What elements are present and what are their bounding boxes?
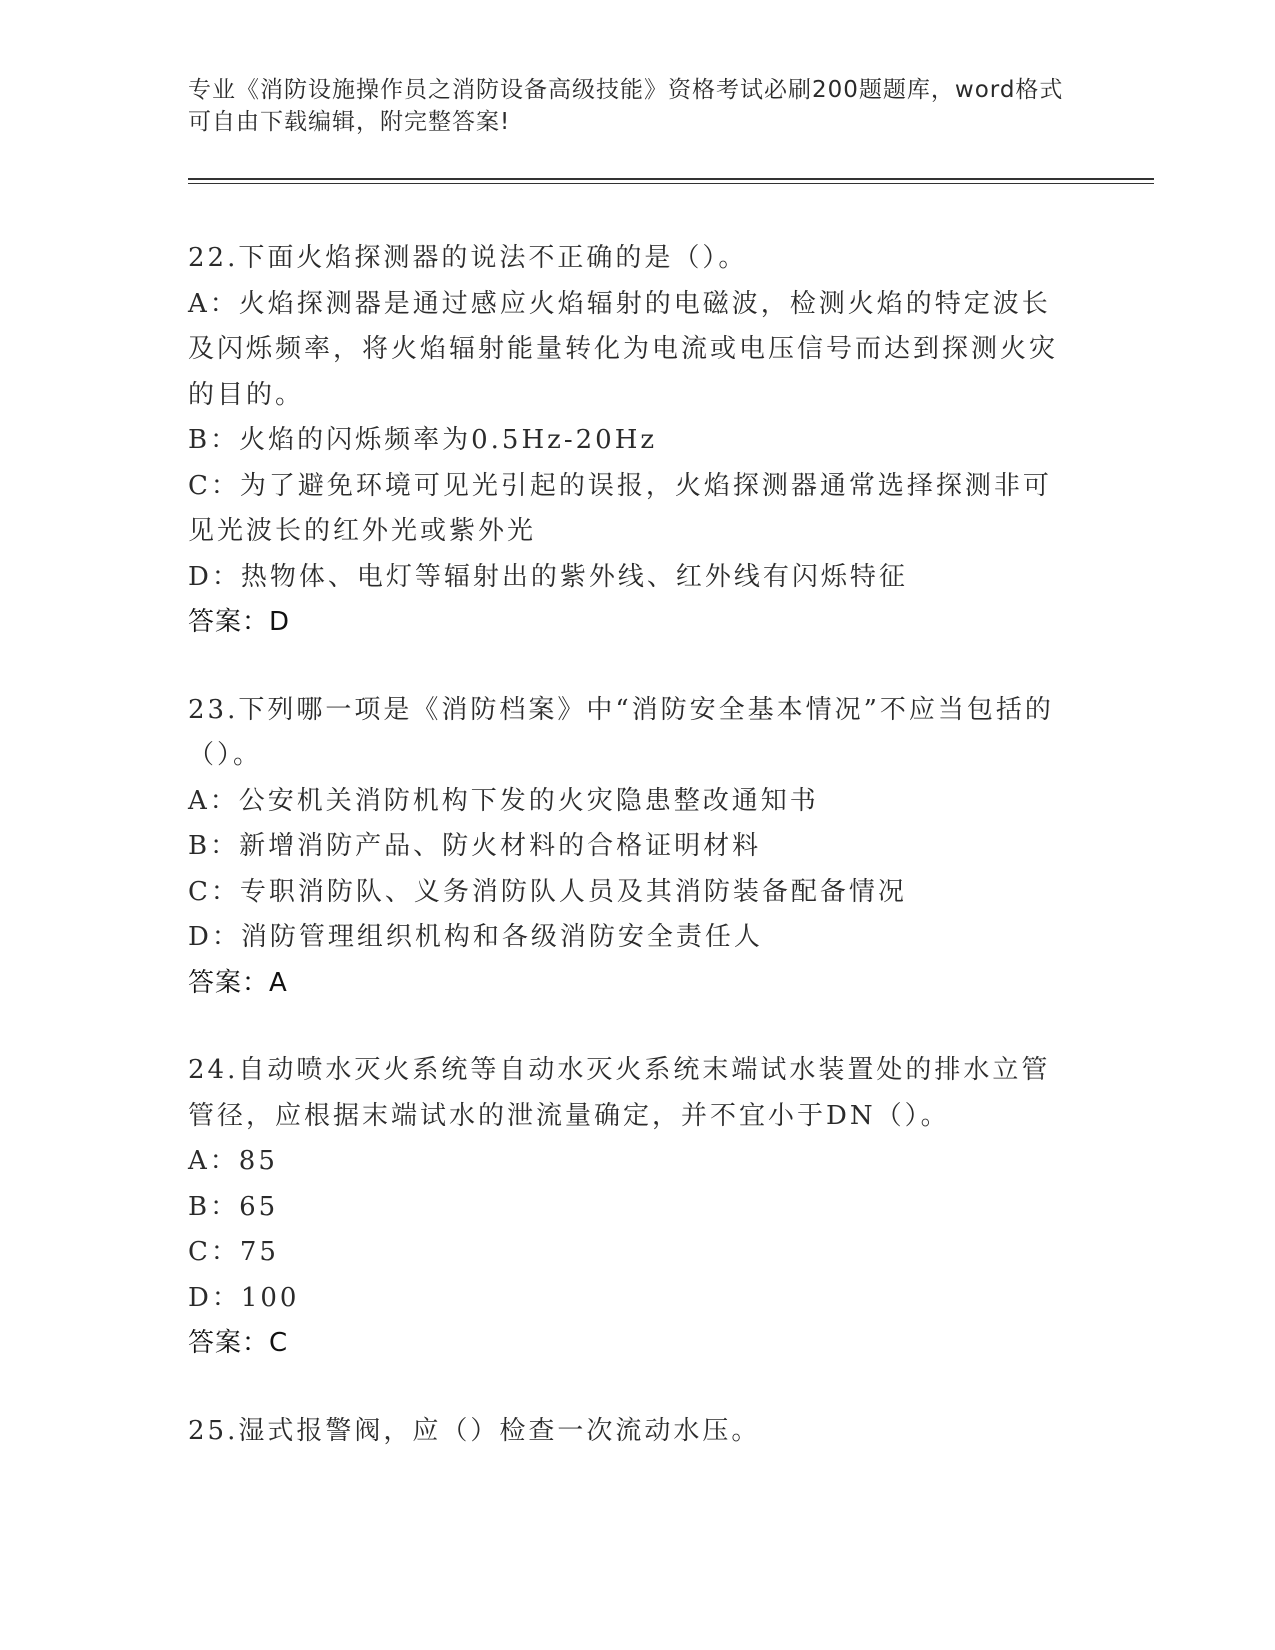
option-c: C：为了避免环境可见光引起的误报，火焰探测器通常选择探测非可见光波长的红外光或紫外光 <box>188 470 1052 546</box>
option-d: D：热物体、电灯等辐射出的紫外线、红外线有闪烁特征 <box>188 561 908 592</box>
question-22 <box>188 236 1078 646</box>
answer-line: 答案：C <box>188 1328 289 1358</box>
option-c: C：75 <box>188 1237 279 1267</box>
question-list <box>188 236 1078 1496</box>
option-b: B：65 <box>188 1191 279 1222</box>
header-rule-thin <box>188 183 1154 184</box>
question-stem: 23.下列哪一项是《消防档案》中“消防安全基本情况”不应当包括的（）。 <box>188 694 1054 770</box>
question-24 <box>188 1048 1078 1367</box>
question-stem: 25.湿式报警阀，应（）检查一次流动水压。 <box>188 1415 761 1446</box>
question-23 <box>188 688 1078 1007</box>
option-b: B：火焰的闪烁频率为0.5Hz-20Hz <box>188 425 658 455</box>
header-rule-thick <box>188 178 1154 180</box>
option-a: A：公安机关消防机构下发的火灾隐患整改通知书 <box>188 785 819 816</box>
option-d: D：100 <box>188 1282 300 1313</box>
option-a: A：85 <box>188 1146 278 1176</box>
question-25 <box>188 1409 1078 1455</box>
question-stem: 24.自动喷水灭火系统等自动水灭火系统末端试水装置处的排水立管管径，应根据末端试水的泄流量确定，并不宜小于DN（）。 <box>188 1055 1051 1131</box>
option-a: A：火焰探测器是通过感应火焰辐射的电磁波，检测火焰的特定波长及闪烁频率，将火焰辐射能量转化为电流或电压信号而达到探测火灾的目的。 <box>188 288 1059 410</box>
option-b: B：新增消防产品、防火材料的合格证明材料 <box>188 831 762 861</box>
document-header: 专业《消防设施操作员之消防设备高级技能》资格考试必刷200题题库，word格式可自由下载编辑，附完整答案! <box>188 77 1064 135</box>
question-stem: 22.下面火焰探测器的说法不正确的是（）。 <box>188 243 748 273</box>
answer-line: 答案：D <box>188 607 291 637</box>
option-d: D：消防管理组织机构和各级消防安全责任人 <box>188 922 763 952</box>
answer-line: 答案：A <box>188 967 288 998</box>
option-c: C：专职消防队、义务消防队人员及其消防装备配备情况 <box>188 876 907 907</box>
